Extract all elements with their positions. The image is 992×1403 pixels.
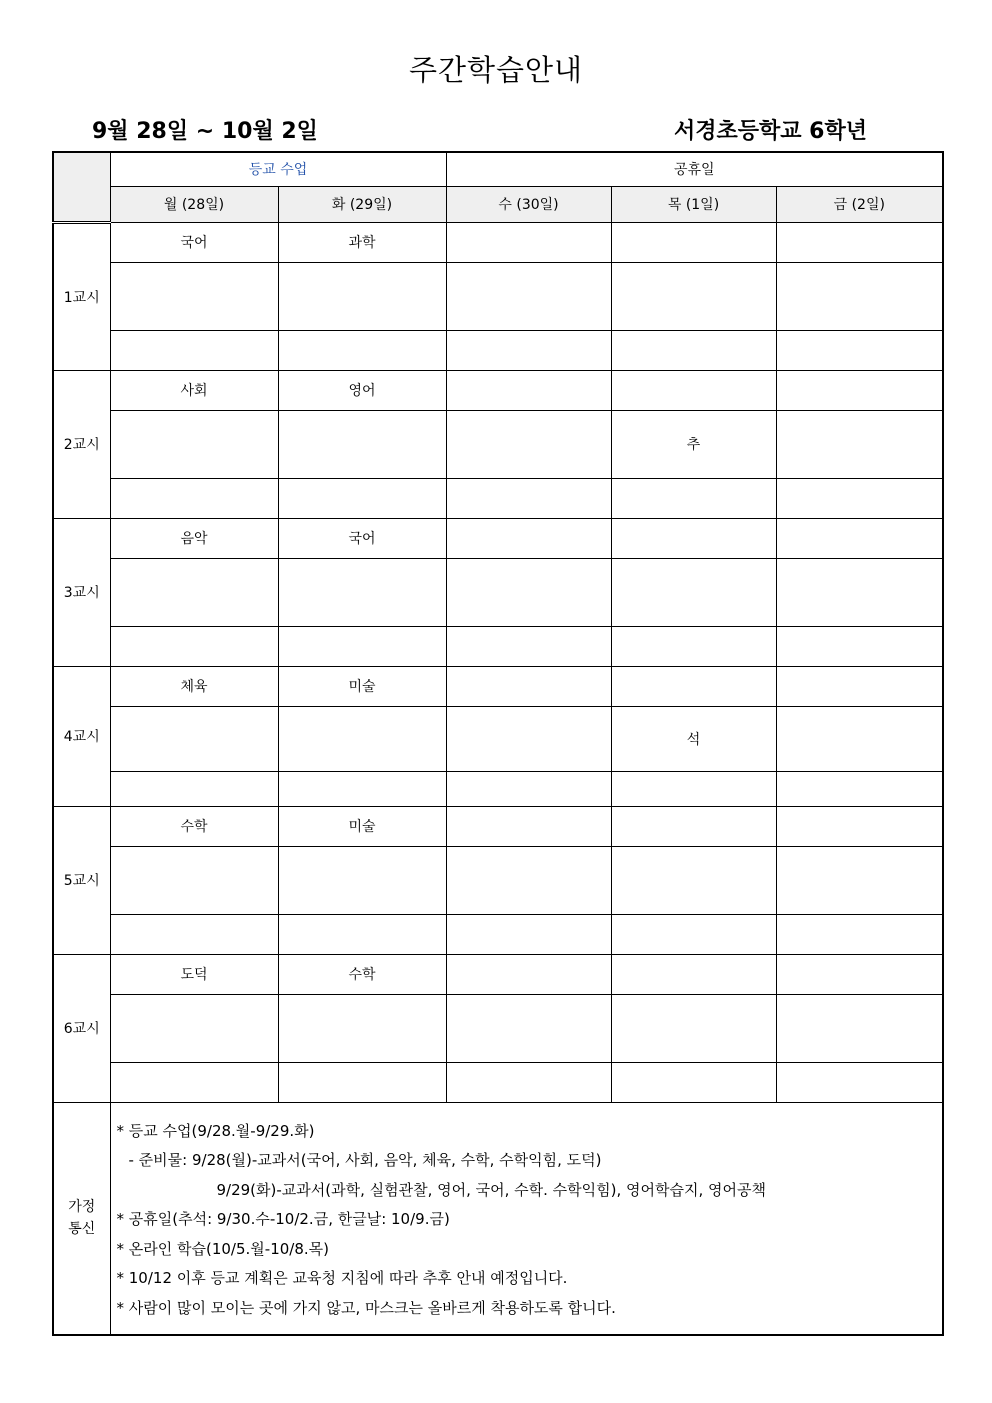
weekly-schedule-table [52, 151, 944, 1336]
wed-cell [446, 806, 611, 846]
tue-note-cell [278, 330, 446, 370]
page-title: 주간학습안내 [408, 53, 584, 87]
fri-content-cell [776, 558, 943, 626]
mon-note-cell [110, 771, 278, 806]
fri-note-cell [776, 914, 943, 954]
thu-holiday-mark [611, 558, 776, 626]
mon-subject: 체육 [110, 666, 278, 706]
wed-content-cell [446, 558, 611, 626]
wed-cell [446, 370, 611, 410]
tue-subject: 과학 [278, 222, 446, 262]
tue-subject: 미술 [278, 666, 446, 706]
wed-note-cell [446, 914, 611, 954]
notice-line: 9/29(화)-교과서(과학, 실험관찰, 영어, 국어, 수학. 수학익힘), 영어학습지, 영어공책 [216, 1180, 766, 1199]
mon-subject: 음악 [110, 518, 278, 558]
holiday-header: 공휴일 [446, 152, 943, 186]
tue-content-cell [278, 994, 446, 1062]
wed-note-cell [446, 330, 611, 370]
fri-cell [776, 370, 943, 410]
wed-content-cell [446, 410, 611, 478]
day-header-thu: 목 (1일) [611, 186, 776, 222]
thu-cell [611, 518, 776, 558]
period-label: 4교시 [53, 666, 110, 806]
mon-content-cell [110, 846, 278, 914]
notice-content [110, 1102, 943, 1335]
thu-note-cell [611, 478, 776, 518]
notice-line: * 공휴일(추석: 9/30.수-10/2.금, 한글날: 10/9.금) [116, 1210, 450, 1228]
day-header-wed: 수 (30일) [446, 186, 611, 222]
wed-content-cell [446, 706, 611, 771]
tue-content-cell [278, 846, 446, 914]
fri-cell [776, 518, 943, 558]
tue-subject: 미술 [278, 806, 446, 846]
tue-content-cell [278, 558, 446, 626]
fri-note-cell [776, 330, 943, 370]
mon-content-cell [110, 410, 278, 478]
wed-cell [446, 222, 611, 262]
fri-cell [776, 222, 943, 262]
wed-note-cell [446, 771, 611, 806]
thu-holiday-mark [611, 846, 776, 914]
day-header-tue: 화 (29일) [278, 186, 446, 222]
thu-cell [611, 954, 776, 994]
mon-note-cell [110, 330, 278, 370]
mon-subject: 사회 [110, 370, 278, 410]
tue-subject: 수학 [278, 954, 446, 994]
period-label: 5교시 [53, 806, 110, 954]
period-label: 1교시 [53, 222, 110, 370]
fri-note-cell [776, 626, 943, 666]
tue-subject: 영어 [278, 370, 446, 410]
thu-note-cell [611, 914, 776, 954]
wed-cell [446, 666, 611, 706]
corner-cell [53, 152, 110, 222]
thu-cell [611, 666, 776, 706]
fri-note-cell [776, 771, 943, 806]
thu-note-cell [611, 771, 776, 806]
notice-line: * 10/12 이후 등교 계획은 교육청 지침에 따라 추후 안내 예정입니다. [116, 1269, 568, 1287]
fri-content-cell [776, 706, 943, 771]
wed-note-cell [446, 478, 611, 518]
notice-line: * 사람이 많이 모이는 곳에 가지 않고, 마스크는 올바르게 착용하도록 합니다. [116, 1298, 616, 1317]
mon-subject: 도덕 [110, 954, 278, 994]
mon-content-cell [110, 994, 278, 1062]
school-name: 서경초등학교 6학년 [674, 119, 867, 144]
fri-note-cell [776, 478, 943, 518]
mon-note-cell [110, 1062, 278, 1102]
notice-line: * 온라인 학습(10/5.월-10/8.목) [116, 1239, 329, 1258]
tue-subject: 국어 [278, 518, 446, 558]
date-range: 9월 28일 ~ 10월 2일 [92, 119, 318, 144]
fri-content-cell [776, 410, 943, 478]
thu-note-cell [611, 330, 776, 370]
thu-note-cell [611, 626, 776, 666]
tue-note-cell [278, 478, 446, 518]
mon-content-cell [110, 558, 278, 626]
wed-cell [446, 954, 611, 994]
thu-holiday-mark: 석 [611, 706, 776, 771]
wed-note-cell [446, 1062, 611, 1102]
fri-content-cell [776, 994, 943, 1062]
wed-cell [446, 518, 611, 558]
wed-content-cell [446, 994, 611, 1062]
mon-subject: 국어 [110, 222, 278, 262]
notice-line: - 준비물: 9/28(월)-교과서(국어, 사회, 음악, 체육, 수학, 수학익힘, 도덕) [128, 1151, 602, 1169]
day-header-mon: 월 (28일) [110, 186, 278, 222]
mon-note-cell [110, 626, 278, 666]
period-label: 6교시 [53, 954, 110, 1102]
fri-cell [776, 666, 943, 706]
wed-content-cell [446, 262, 611, 330]
mon-note-cell [110, 914, 278, 954]
fri-cell [776, 954, 943, 994]
thu-cell [611, 370, 776, 410]
tue-note-cell [278, 771, 446, 806]
fri-cell [776, 806, 943, 846]
attend-header: 등교 수업 [110, 152, 446, 186]
thu-holiday-mark [611, 994, 776, 1062]
mon-content-cell [110, 262, 278, 330]
mon-subject: 수학 [110, 806, 278, 846]
fri-content-cell [776, 262, 943, 330]
thu-cell [611, 806, 776, 846]
wed-note-cell [446, 626, 611, 666]
tue-note-cell [278, 914, 446, 954]
fri-note-cell [776, 1062, 943, 1102]
notice-label: 가정 통신 [53, 1102, 110, 1335]
wed-content-cell [446, 846, 611, 914]
tue-note-cell [278, 1062, 446, 1102]
thu-note-cell [611, 1062, 776, 1102]
tue-content-cell [278, 410, 446, 478]
day-header-fri: 금 (2일) [776, 186, 943, 222]
notice-line: * 등교 수업(9/28.월-9/29.화) [116, 1121, 315, 1140]
tue-content-cell [278, 262, 446, 330]
mon-content-cell [110, 706, 278, 771]
tue-note-cell [278, 626, 446, 666]
thu-cell [611, 222, 776, 262]
fri-content-cell [776, 846, 943, 914]
thu-holiday-mark [611, 262, 776, 330]
tue-content-cell [278, 706, 446, 771]
period-label: 3교시 [53, 518, 110, 666]
mon-note-cell [110, 478, 278, 518]
thu-holiday-mark: 추 [611, 410, 776, 478]
period-label: 2교시 [53, 370, 110, 518]
